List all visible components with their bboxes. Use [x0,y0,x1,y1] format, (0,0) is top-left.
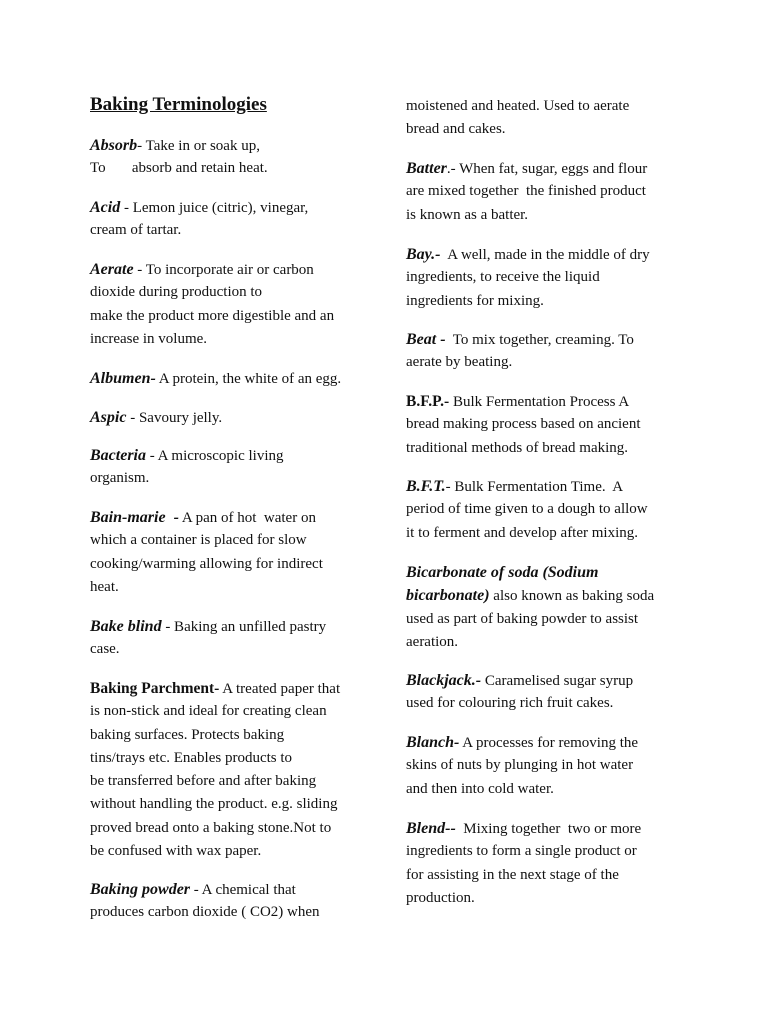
term-bfp: B.F.P.- [406,393,450,410]
definition-text: also known as baking soda [489,588,655,605]
definition-text: heat. [90,578,119,595]
term-bain-marie: Bain-marie - [90,509,179,526]
term-beat: Beat - [406,331,446,348]
definition-text: - Savoury jelly. [126,410,223,426]
term-batter: Batter [406,160,447,177]
definition-text: - Lemon juice (citric), vinegar, [120,200,309,216]
definition-text: A well, made in the middle of dry [440,247,650,263]
definition-text: cooking/warming allowing for indirect [90,555,323,572]
definition-text: A processes for removing the [459,735,639,751]
definition-text: aerate by beating. [406,354,513,371]
entry-blanch [406,731,696,801]
definition-text: - To incorporate air or carbon [133,262,314,278]
definition-text: cream of tartar. [90,222,182,239]
term-baking-parchment: Baking Parchment- [90,680,220,697]
entry-bicarbonate-of-soda [406,561,696,654]
definition-text: .- When fat, sugar, eggs and flour [446,161,648,177]
definition-text: which a container is placed for slow [90,532,307,549]
definition-text: for assisting in the next stage of the [406,866,619,883]
definition-text: aeration. [406,633,459,650]
entry-bake-blind [90,615,380,662]
definition-text: organism. [90,470,150,487]
entry-bft [406,475,696,545]
definition-text: is non-stick and ideal for creating clean [90,703,327,720]
definition-text: - Baking an unfilled pastry [161,619,327,635]
term-absorb: Absorb [90,137,138,154]
definition-text: Caramelised sugar syrup [481,673,634,689]
definition-text: - A microscopic living [146,448,284,464]
definition-text: A protein, the white of an egg. [155,371,342,387]
term-bicarbonate-of-soda: Bicarbonate of soda (Sodium [406,564,599,581]
term-aspic: Aspic [90,409,127,426]
definition-text: To mix together, creaming. To [445,332,634,348]
definition-text: - Bulk Fermentation Time. A [445,479,624,495]
definition-text: increase in volume. [90,330,208,347]
entry-blackjack [406,669,696,716]
definition-text: traditional methods of bread making. [406,439,629,456]
entry-baking-powder [90,878,380,925]
definition-text: be confused with wax paper. [90,843,262,860]
term-bft: B.F.T. [406,478,446,495]
term-albumen: Albumen- [90,370,156,387]
definition-text: be transferred before and after baking [90,773,317,790]
definition-text: produces carbon dioxide ( CO2) when [90,904,320,921]
term-bay: Bay.- [406,246,441,263]
definition-text: it to ferment and develop after mixing. [406,524,639,541]
term-acid: Acid [90,199,121,216]
term-aerate: Aerate [90,261,134,278]
definition-text: used as part of baking powder to assist [406,610,639,627]
term-blanch: Blanch- [406,734,460,751]
definition-text: Mixing together two or more [455,821,642,837]
entry-bacteria [90,444,380,491]
definition-text: production. [406,889,475,906]
term-bacteria: Bacteria [90,447,146,464]
definition-text: is known as a batter. [406,206,529,223]
entry-baking-powder-continued [406,95,696,142]
entry-bain-marie [90,506,380,599]
definition-text: A pan of hot water on [178,510,316,526]
definition-text: dioxide during production to [90,284,263,301]
definition-text: proved bread onto a baking stone.Not to [90,819,332,836]
entry-albumen [90,367,380,390]
entry-absorb [90,134,380,181]
definition-text: Bulk Fermentation Process A [449,394,630,410]
term-blend: Blend-- [406,820,456,837]
entry-aerate [90,258,380,351]
entry-acid [90,196,380,243]
definition-text: ingredients to form a single product or [406,843,637,860]
definition-text: baking surfaces. Protects baking [90,726,285,743]
definition-text: - A chemical that [190,882,296,898]
term-baking-powder: Baking powder [90,881,191,898]
definition-text: period of time given to a dough to allow [406,501,648,518]
entry-blend [406,817,696,910]
term-bicarbonate-of-soda-cont: bicarbonate) [406,587,490,605]
definition-text: bread and cakes. [406,121,506,138]
definition-text: ingredients, to receive the liquid [406,269,600,286]
entry-beat [406,328,696,375]
entry-bfp [406,390,696,460]
term-bake-blind: Bake blind [90,618,162,635]
definition-text: tins/trays etc. Enables products to [90,749,293,766]
entry-aspic [90,406,380,429]
definition-text: skins of nuts by plunging in hot water [406,757,634,774]
definition-text: ingredients for mixing. [406,292,544,309]
definition-text: case. [90,641,120,658]
definition-text: - Take in or soak up, [137,138,260,154]
entry-baking-parchment [90,677,380,863]
term-blackjack: Blackjack.- [406,672,482,689]
definition-text: moistened and heated. Used to aerate [406,98,630,114]
definition-text: bread making process based on ancient [406,416,641,433]
definition-text: without handling the product. e.g. sliding [90,796,338,813]
definition-text: are mixed together the finished product [406,183,646,200]
definition-text: and then into cold water. [406,780,554,797]
definition-text: make the product more digestible and an [90,307,335,324]
definition-text: To absorb and retain heat. [90,160,268,177]
definition-text: A treated paper that [219,681,341,697]
definition-text: used for colouring rich fruit cakes. [406,695,614,712]
entry-batter [406,157,696,227]
page-title: Baking Terminologies [90,94,267,115]
entry-bay [406,243,696,313]
